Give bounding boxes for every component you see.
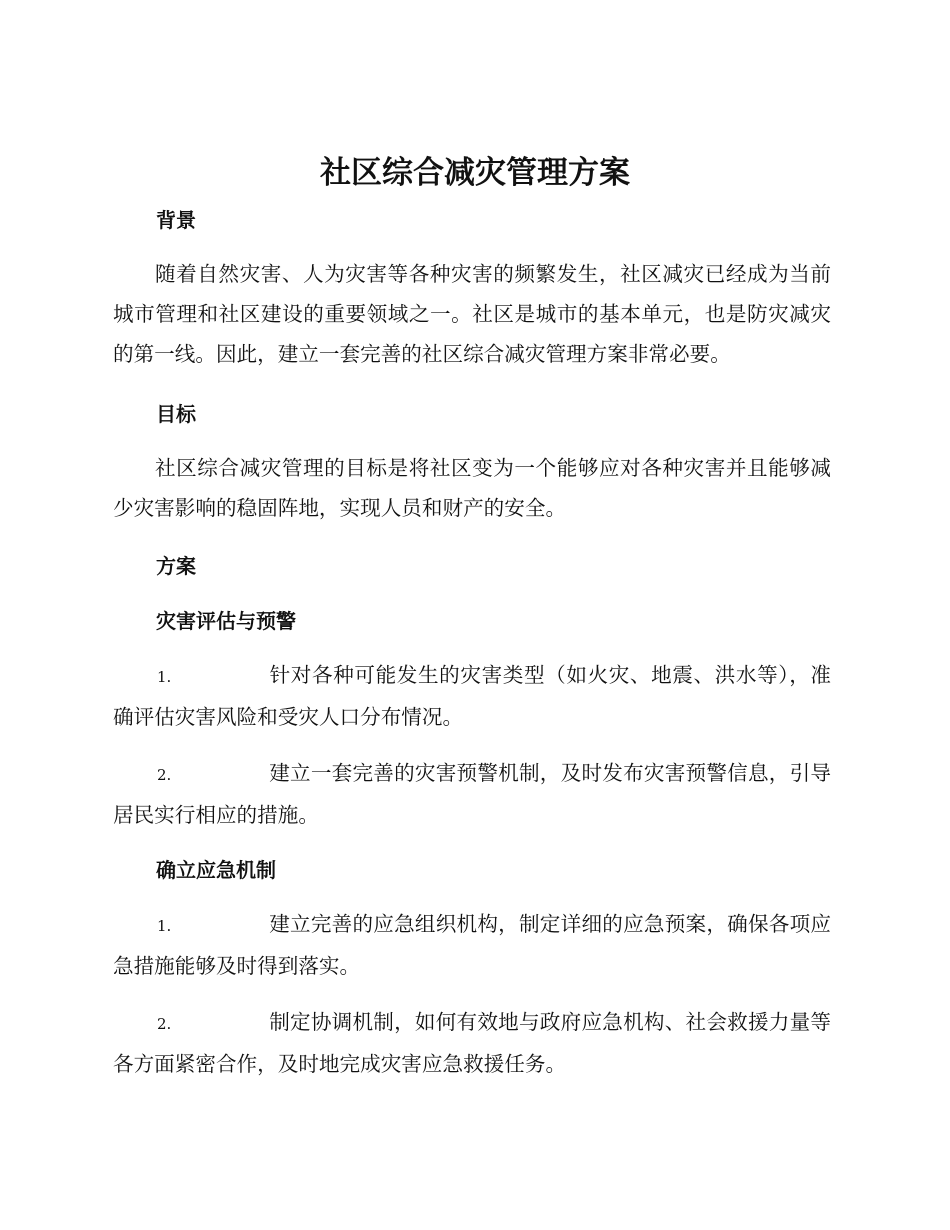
list-item-number: 1. (157, 917, 172, 935)
section-heading-emergency: 确立应急机制 (156, 858, 276, 882)
list-item-number: 1. (157, 668, 172, 686)
goal-paragraph: 社区综合减灾管理的目标是将社区变为一个能够应对各种灾害并且能够减少灾害影响的稳固阵地，实现人员和财产的安全。 (113, 456, 831, 520)
list-item-text: 针对各种可能发生的灾害类型（如火灾、地震、洪水等），准确评估灾害风险和受灾人口分布情况。 (113, 663, 831, 729)
background-paragraph: 随着自然灾害、人为灾害等各种灾害的频繁发生，社区减灾已经成为当前城市管理和社区建设的重要领域之一。社区是城市的基本单元，也是防灾减灾的第一线。因此，建立一套完善的社区综合减灾管理方案非常必要。 (113, 262, 831, 366)
section-heading-assessment: 灾害评估与预警 (156, 609, 296, 633)
section-heading-goal: 目标 (156, 402, 196, 426)
list-item-text: 建立完善的应急组织机构，制定详细的应急预案，确保各项应急措施能够及时得到落实。 (113, 912, 831, 978)
list-item (113, 1002, 831, 1084)
list-item-number: 2. (157, 1015, 172, 1033)
list-item (113, 753, 831, 835)
section-heading-plan: 方案 (156, 554, 196, 578)
list-item-text: 制定协调机制，如何有效地与政府应急机构、社会救援力量等各方面紧密合作，及时地完成灾害应急救援任务。 (113, 1010, 831, 1076)
list-item-number: 2. (157, 766, 172, 784)
list-item-text: 建立一套完善的灾害预警机制，及时发布灾害预警信息，引导居民实行相应的措施。 (113, 761, 831, 827)
page-title: 社区综合减灾管理方案 (320, 155, 630, 191)
section-heading-background: 背景 (156, 208, 196, 232)
list-item (113, 904, 831, 986)
list-item (113, 655, 831, 737)
